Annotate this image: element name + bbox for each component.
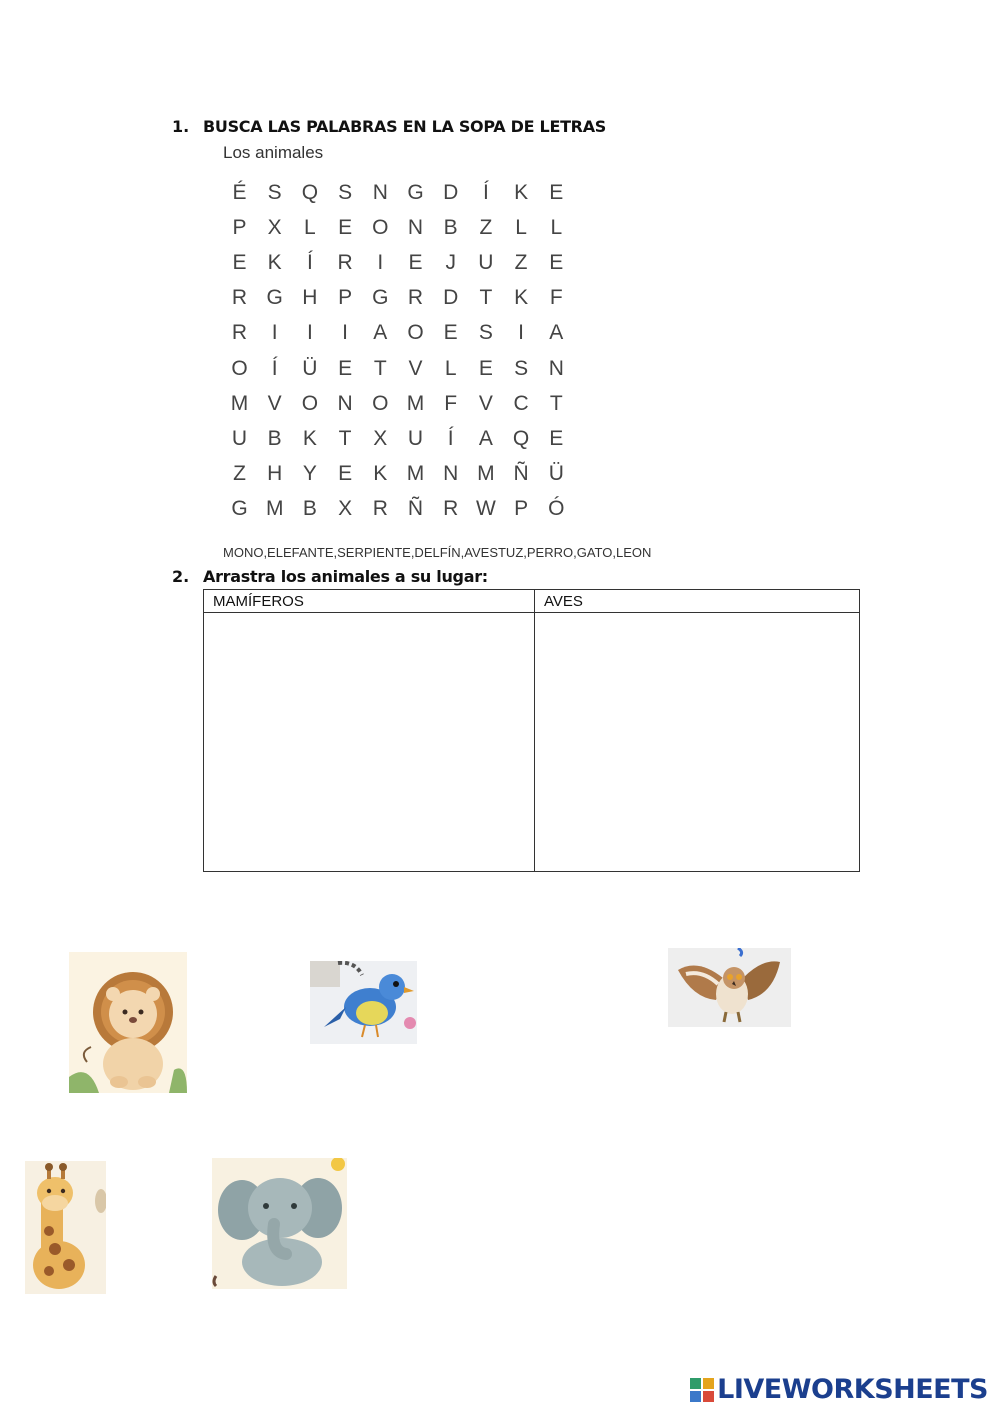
word-list: MONO,ELEFANTE,SERPIENTE,DELFÍN,AVESTUZ,PERRO,GATO,LEON: [223, 545, 652, 560]
grid-letter[interactable]: E: [478, 356, 493, 380]
question-1-title: BUSCA LAS PALABRAS EN LA SOPA DE LETRAS: [203, 117, 607, 136]
grid-letter[interactable]: V: [478, 391, 493, 415]
grid-letter[interactable]: M: [406, 462, 425, 486]
grid-letter[interactable]: M: [477, 462, 495, 486]
grid-letter[interactable]: X: [373, 426, 388, 450]
grid-letter[interactable]: R: [443, 497, 459, 521]
grid-letter[interactable]: Ñ: [407, 497, 424, 521]
grid-letter[interactable]: I: [342, 321, 349, 345]
grid-letter[interactable]: U: [478, 250, 494, 274]
elephant-card[interactable]: [212, 1158, 347, 1289]
liveworksheets-logo-text: LIVEWORKSHEETS: [717, 1374, 988, 1405]
grid-letter[interactable]: Ü: [302, 356, 318, 380]
grid-letter[interactable]: G: [407, 180, 424, 204]
grid-letter[interactable]: N: [337, 391, 353, 415]
grid-letter[interactable]: O: [372, 391, 389, 415]
grid-letter[interactable]: F: [549, 286, 563, 310]
grid-letter[interactable]: K: [302, 426, 317, 450]
grid-letter[interactable]: G: [231, 497, 248, 521]
grid-letter[interactable]: R: [231, 286, 248, 310]
grid-letter[interactable]: L: [304, 215, 316, 239]
grid-letter[interactable]: M: [230, 391, 249, 415]
drop-zone-mamiferos[interactable]: [204, 613, 535, 872]
grid-letter[interactable]: G: [372, 286, 389, 310]
grid-letter[interactable]: É: [232, 180, 247, 204]
lion-icon: [69, 952, 187, 1093]
grid-letter[interactable]: I: [306, 321, 313, 345]
grid-letter[interactable]: H: [302, 286, 318, 310]
grid-letter[interactable]: S: [478, 321, 493, 345]
grid-letter[interactable]: P: [232, 215, 247, 239]
blue-bird-icon: [310, 961, 417, 1044]
grid-letter[interactable]: Í: [271, 356, 278, 380]
grid-letter[interactable]: B: [443, 215, 458, 239]
sorting-table: [203, 589, 860, 872]
grid-letter[interactable]: Y: [302, 462, 317, 486]
grid-letter[interactable]: Ñ: [513, 462, 529, 486]
question-1-number: 1.: [172, 117, 190, 136]
owl-icon: [668, 948, 791, 1027]
grid-letter[interactable]: B: [267, 426, 282, 450]
grid-letter[interactable]: T: [549, 391, 563, 415]
grid-letter[interactable]: E: [232, 250, 247, 274]
liveworksheets-logo-icon: [690, 1378, 714, 1402]
grid-letter[interactable]: O: [372, 215, 389, 239]
grid-letter[interactable]: E: [443, 321, 458, 345]
grid-letter[interactable]: M: [265, 497, 284, 521]
giraffe-card[interactable]: [25, 1161, 106, 1294]
grid-letter[interactable]: K: [514, 180, 529, 204]
grid-letter[interactable]: N: [407, 215, 424, 239]
grid-letter[interactable]: L: [550, 215, 563, 239]
grid-letter[interactable]: L: [444, 356, 457, 380]
grid-letter[interactable]: C: [513, 391, 529, 415]
grid-letter[interactable]: Z: [479, 215, 493, 239]
grid-letter[interactable]: Ó: [548, 497, 565, 521]
grid-letter[interactable]: A: [373, 321, 388, 345]
grid-letter[interactable]: E: [338, 462, 353, 486]
grid-letter[interactable]: Í: [447, 426, 454, 450]
grid-letter[interactable]: A: [478, 426, 493, 450]
question-2-number: 2.: [172, 567, 190, 586]
grid-letter[interactable]: K: [267, 250, 282, 274]
grid-letter[interactable]: U: [407, 426, 424, 450]
grid-letter[interactable]: P: [338, 286, 353, 310]
grid-letter[interactable]: Z: [514, 250, 528, 274]
grid-letter[interactable]: M: [406, 391, 425, 415]
liveworksheets-logo: [690, 1374, 988, 1405]
grid-letter[interactable]: O: [301, 391, 319, 415]
grid-letter[interactable]: X: [267, 215, 282, 239]
grid-letter[interactable]: E: [549, 250, 564, 274]
grid-letter[interactable]: I: [518, 321, 525, 345]
grid-letter[interactable]: V: [408, 356, 423, 380]
grid-letter[interactable]: I: [271, 321, 278, 345]
grid-letter[interactable]: T: [338, 426, 352, 450]
question-2-title: Arrastra los animales a su lugar:: [203, 567, 488, 586]
giraffe-icon: [25, 1161, 106, 1294]
grid-letter[interactable]: O: [407, 321, 424, 345]
column-header-mamiferos: MAMÍFEROS: [204, 590, 535, 613]
grid-letter[interactable]: J: [445, 250, 456, 274]
grid-letter[interactable]: D: [443, 180, 459, 204]
owl-card[interactable]: [668, 948, 791, 1027]
grid-letter[interactable]: N: [548, 356, 564, 380]
grid-letter[interactable]: P: [514, 497, 529, 521]
grid-letter[interactable]: R: [231, 321, 248, 345]
word-search-subtitle: Los animales: [223, 143, 324, 162]
grid-letter[interactable]: E: [338, 215, 353, 239]
grid-letter[interactable]: E: [549, 180, 564, 204]
grid-letter[interactable]: Z: [233, 462, 246, 486]
grid-letter[interactable]: S: [514, 356, 529, 380]
grid-letter[interactable]: Q: [512, 426, 530, 450]
grid-letter[interactable]: R: [337, 250, 353, 274]
grid-letter[interactable]: Í: [306, 250, 313, 274]
grid-letter[interactable]: A: [549, 321, 564, 345]
grid-letter[interactable]: E: [338, 356, 353, 380]
grid-letter[interactable]: K: [514, 286, 529, 310]
grid-letter[interactable]: F: [444, 391, 458, 415]
elephant-icon: [212, 1158, 347, 1289]
grid-letter[interactable]: U: [231, 426, 248, 450]
grid-letter[interactable]: K: [373, 462, 388, 486]
grid-letter[interactable]: Ü: [548, 462, 564, 486]
word-search-grid[interactable]: [222, 175, 574, 527]
grid-letter[interactable]: N: [443, 462, 459, 486]
grid-letter[interactable]: T: [373, 356, 387, 380]
grid-letter[interactable]: S: [267, 180, 282, 204]
grid-letter[interactable]: E: [408, 250, 423, 274]
grid-letter[interactable]: T: [479, 286, 493, 310]
grid-letter[interactable]: D: [443, 286, 459, 310]
drop-zone-aves[interactable]: [535, 613, 860, 872]
grid-letter[interactable]: N: [372, 180, 388, 204]
grid-letter[interactable]: B: [302, 497, 317, 521]
grid-letter[interactable]: I: [377, 250, 384, 274]
grid-letter[interactable]: X: [338, 497, 353, 521]
grid-letter[interactable]: E: [549, 426, 564, 450]
grid-letter[interactable]: G: [266, 286, 283, 310]
blue-bird-card[interactable]: [310, 961, 417, 1044]
grid-letter[interactable]: Í: [482, 180, 489, 204]
grid-letter[interactable]: H: [267, 462, 283, 486]
grid-letter[interactable]: Q: [301, 180, 319, 204]
grid-letter[interactable]: V: [267, 391, 282, 415]
grid-letter[interactable]: R: [407, 286, 424, 310]
grid-letter[interactable]: W: [475, 497, 496, 521]
grid-letter[interactable]: R: [372, 497, 388, 521]
lion-card[interactable]: [69, 952, 187, 1093]
grid-letter[interactable]: S: [338, 180, 353, 204]
grid-letter[interactable]: L: [515, 215, 527, 239]
column-header-aves: AVES: [535, 590, 860, 613]
grid-letter[interactable]: O: [231, 356, 248, 380]
